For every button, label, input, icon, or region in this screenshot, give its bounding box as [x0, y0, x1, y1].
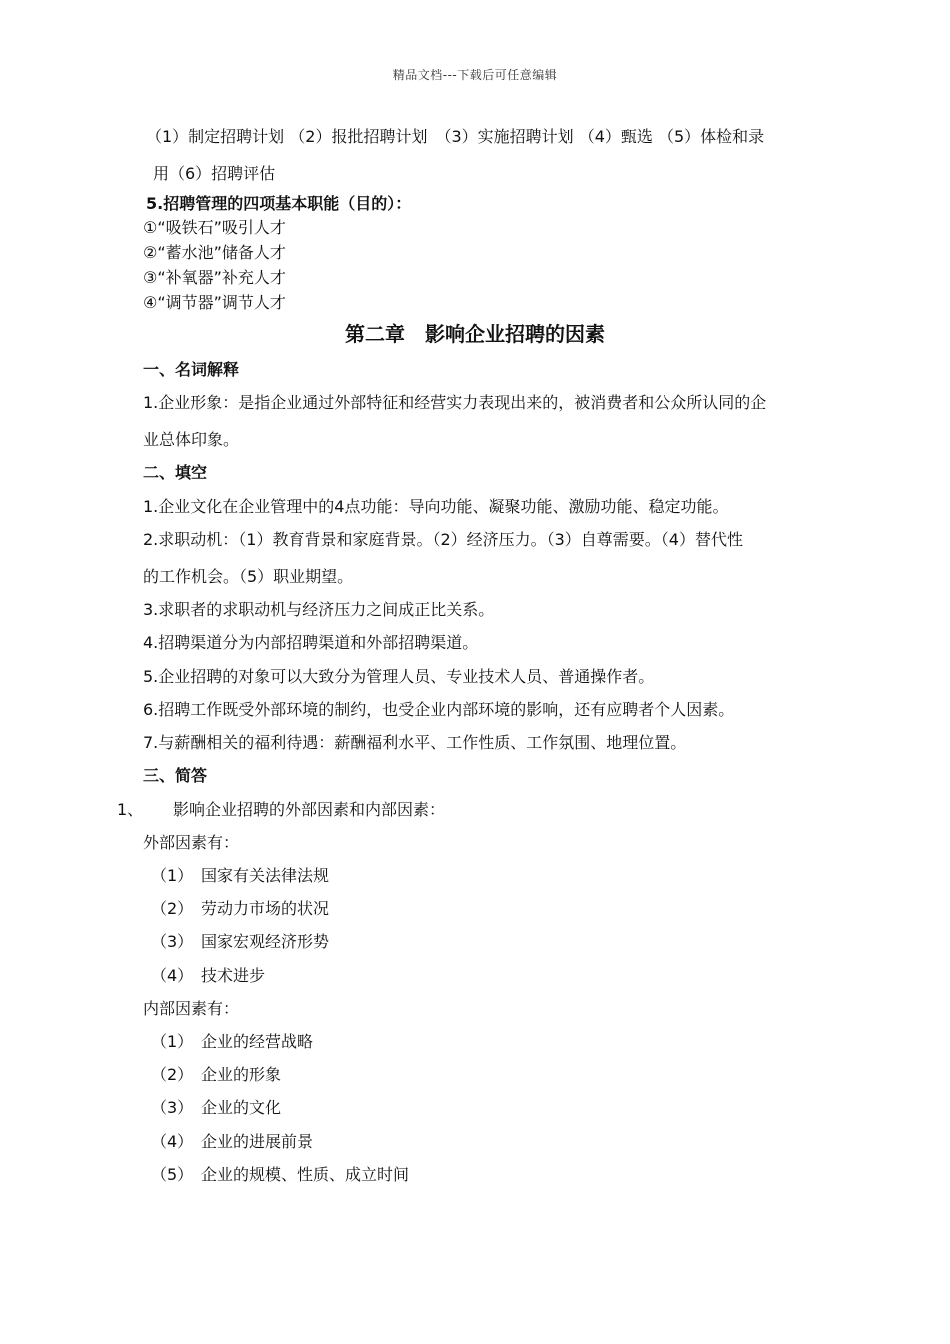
item-text: 国家有关法律法规: [201, 866, 330, 885]
external-item: [151, 899, 329, 919]
external-label: 外部因素有：: [143, 833, 240, 852]
item-text: 企业的规模、性质、成立时间: [201, 1165, 410, 1184]
item-text: 企业的文化: [201, 1098, 282, 1117]
section5-item: ②“蓄水池”储备人才: [143, 243, 286, 262]
question-text: 影响企业招聘的外部因素和内部因素：: [173, 800, 446, 819]
section5-item: ①“吸铁石”吸引人才: [143, 218, 286, 237]
definition-line-2: 业总体印象。: [143, 430, 240, 449]
intro-line-2: 用（6）招聘评估: [153, 164, 276, 183]
internal-item: [151, 1098, 281, 1118]
fill-line: 的工作机会。（5）职业期望。: [143, 567, 354, 586]
item-text: 企业的形象: [201, 1065, 282, 1084]
section5-heading: 5.招聘管理的四项基本职能（目的）：: [146, 194, 412, 213]
external-item: [151, 866, 329, 886]
fill-line: 1.企业文化在企业管理中的4点功能：导向功能、凝聚功能、激励功能、稳定功能。: [143, 497, 729, 516]
external-item: [151, 966, 265, 986]
item-number: （3）: [151, 1098, 194, 1117]
definition-line-1: 1.企业形象：是指企业通过外部特征和经营实力表现出来的，被消费者和公众所认同的企: [143, 393, 767, 412]
item-text: 劳动力市场的状况: [201, 899, 330, 918]
fill-line: 3.求职者的求职动机与经济压力之间成正比关系。: [143, 600, 495, 619]
internal-item: [151, 1032, 313, 1052]
question-number: 1、: [117, 800, 144, 819]
section5-item: ④“调节器”调节人才: [143, 293, 286, 312]
item-number: （4）: [151, 1132, 194, 1151]
item-number: （5）: [151, 1165, 194, 1184]
internal-item: [151, 1132, 313, 1152]
fill-line: 7.与薪酬相关的福利待遇：薪酬福利水平、工作性质、工作氛围、地理位置。: [143, 733, 687, 752]
part1-heading: 一、名词解释: [143, 360, 240, 379]
external-item: [151, 932, 329, 952]
item-number: （2）: [151, 1065, 194, 1084]
item-text: 技术进步: [201, 966, 266, 985]
item-number: （4）: [151, 966, 194, 985]
chapter-title: 第二章 影响企业招聘的因素: [345, 322, 605, 346]
item-number: （3）: [151, 932, 194, 951]
internal-label: 内部因素有：: [143, 999, 240, 1018]
item-text: 企业的经营战略: [201, 1032, 314, 1051]
item-number: （1）: [151, 1032, 194, 1051]
fill-line: 4.招聘渠道分为内部招聘渠道和外部招聘渠道。: [143, 633, 479, 652]
internal-item: [151, 1165, 409, 1185]
item-text: 企业的进展前景: [201, 1132, 314, 1151]
part2-heading: 二、填空: [143, 463, 208, 482]
item-number: （2）: [151, 899, 194, 918]
page-header: 精品文档---下载后可任意编辑: [392, 68, 558, 82]
section5-item: ③“补氧器”补充人才: [143, 268, 286, 287]
fill-line: 5.企业招聘的对象可以大致分为管理人员、专业技术人员、普通操作者。: [143, 667, 655, 686]
fill-line: 2.求职动机：（1）教育背景和家庭背景。（2）经济压力。（3）自尊需要。（4）替代性: [143, 530, 743, 549]
internal-item: [151, 1065, 281, 1085]
fill-line: 6.招聘工作既受外部环境的制约，也受企业内部环境的影响，还有应聘者个人因素。: [143, 700, 735, 719]
part3-heading: 三、简答: [143, 766, 208, 785]
item-text: 国家宏观经济形势: [201, 932, 330, 951]
item-number: （1）: [151, 866, 194, 885]
intro-line-1: （1）制定招聘计划 （2）报批招聘计划 （3）实施招聘计划 （4）甄选 （5）体检和录: [146, 127, 765, 146]
